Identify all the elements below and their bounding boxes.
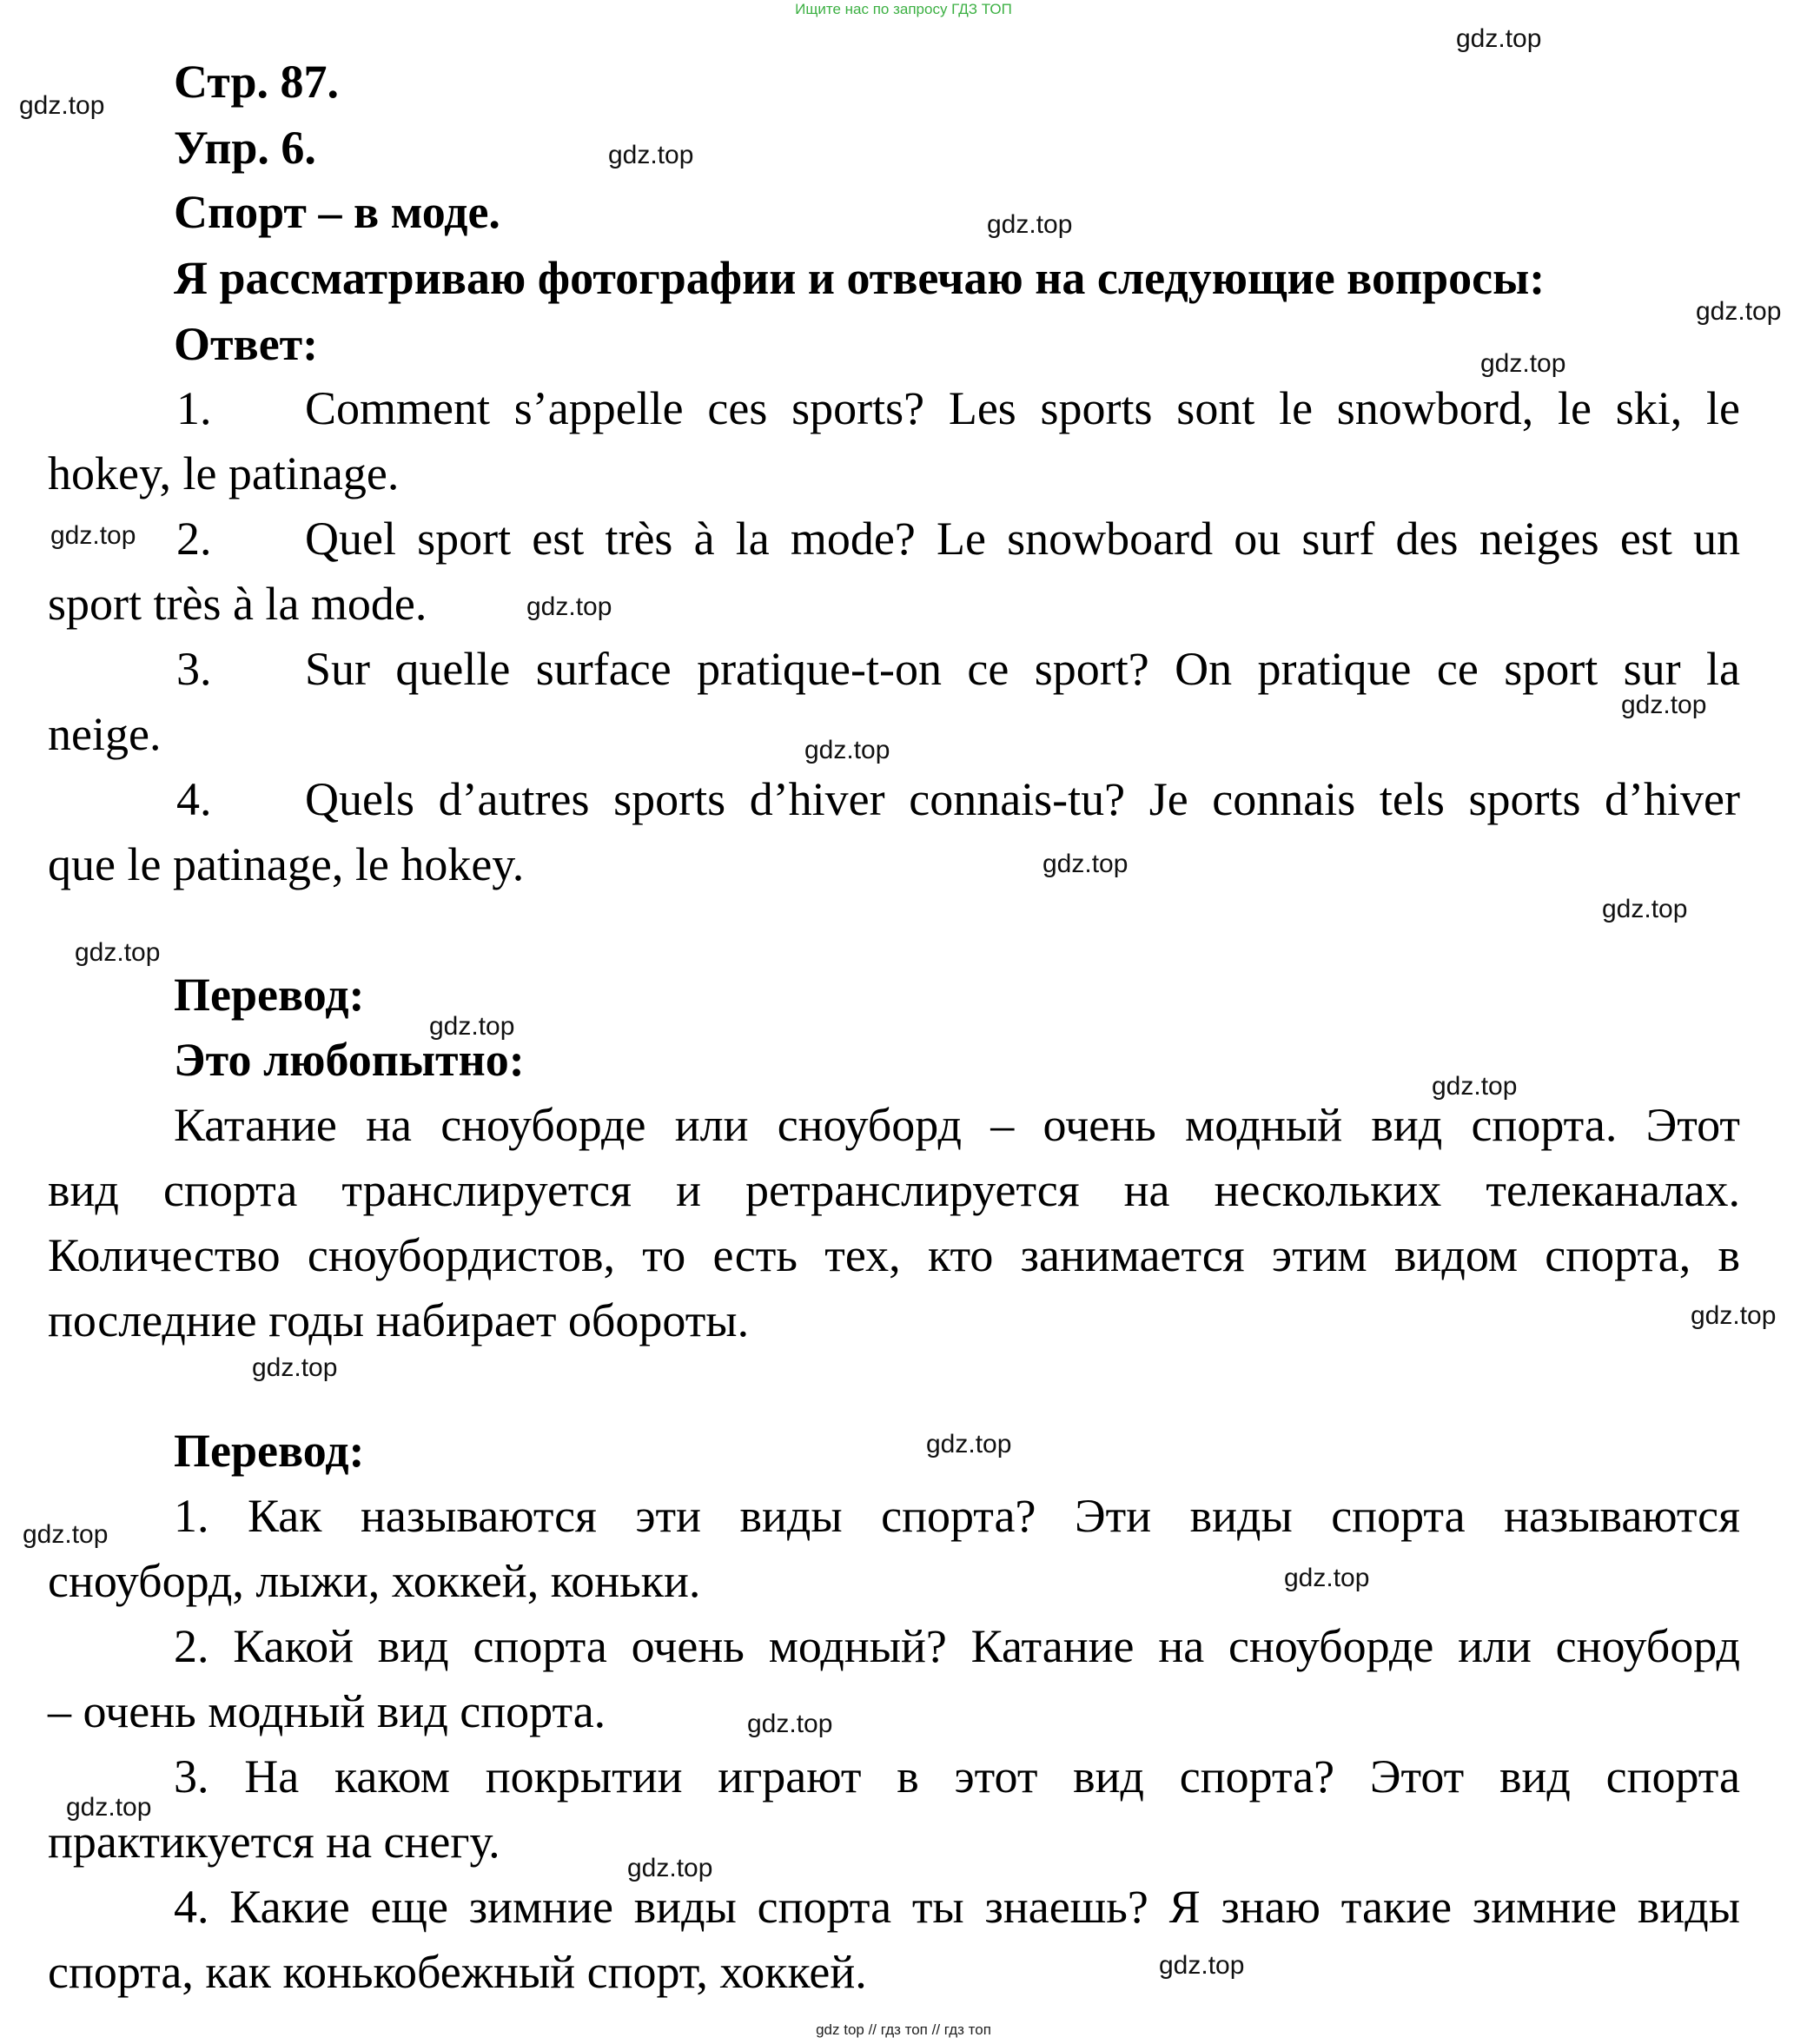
task-text: Я рассматриваю фотографии и отвечаю на следующие вопросы: — [174, 252, 1546, 304]
watermark: gdz.top — [19, 91, 105, 120]
answer-2-line-1 — [48, 513, 1740, 565]
answer-3-line-1 — [48, 643, 1740, 695]
watermark: gdz.top — [926, 1430, 1012, 1459]
answer-4-line-1 — [48, 773, 1740, 825]
answer-text: Comment s’appelle ces sports? Les sports sont le snowbord, le ski, le — [305, 382, 1740, 434]
translation-item-1-line-2: сноуборд, лыжи, хоккей, коньки. — [48, 1555, 701, 1607]
watermark: gdz.top — [23, 1520, 109, 1549]
watermark: gdz.top — [429, 1012, 515, 1041]
watermark: gdz.top — [1621, 691, 1707, 719]
watermark: gdz.top — [1432, 1072, 1518, 1101]
translation-item-2-line-2: – очень модный вид спорта. — [48, 1685, 606, 1737]
answer-3-line-2: neige. — [48, 708, 162, 760]
watermark: gdz.top — [608, 141, 694, 169]
translation-item-2-line-1: 2. Какой вид спорта очень модный? Катание на сноуборде или сноуборд — [174, 1620, 1740, 1672]
watermark: gdz.top — [627, 1854, 713, 1882]
watermark: gdz.top — [75, 938, 161, 967]
page-number: Стр. 87. — [174, 56, 340, 108]
exercise-number: Упр. 6. — [174, 122, 316, 174]
watermark: gdz.top — [1696, 297, 1782, 326]
watermark: gdz.top — [987, 210, 1073, 239]
answer-text: Quel sport est très à la mode? Le snowboard ou surf des neiges est un — [305, 513, 1740, 565]
translation-paragraph-line-3: Количество сноубордистов, то есть тех, кто занимается этим видом спорта, в — [48, 1229, 1740, 1281]
translation-paragraph-line-1: Катание на сноуборде или сноуборд – очень модный вид спорта. Этот — [174, 1099, 1740, 1151]
answer-4-line-2: que le patinage, le hokey. — [48, 838, 525, 890]
translation-item-1-line-1: 1. Как называются эти виды спорта? Эти виды спорта называются — [174, 1490, 1740, 1542]
translation-item-4-line-2: спорта, как конькобежный спорт, хоккей. — [48, 1946, 867, 1998]
answer-text: Sur quelle surface pratique-t-on ce sport? On pratique ce sport sur la — [305, 643, 1740, 695]
watermark: gdz.top — [1602, 895, 1688, 923]
watermark: gdz.top — [1284, 1564, 1370, 1592]
top-banner: Ищите нас по запросу ГДЗ ТОП — [795, 1, 1012, 17]
answer-label: Ответ: — [174, 318, 319, 370]
translation-label: Перевод: — [174, 969, 365, 1021]
translation-item-4-line-1: 4. Какие еще зимние виды спорта ты знаешь? Я знаю такие зимние виды — [174, 1881, 1740, 1933]
answer-1-line-1 — [48, 382, 1740, 434]
translation-item-3-line-2: практикуется на снегу. — [48, 1816, 500, 1868]
translation-paragraph-line-4: последние годы набирает обороты. — [48, 1294, 750, 1346]
answer-2-line-2: sport très à la mode. — [48, 578, 427, 630]
watermark: gdz.top — [1480, 349, 1566, 378]
answer-number: 3. — [176, 643, 212, 695]
watermark: gdz.top — [526, 592, 612, 621]
watermark: gdz.top — [66, 1793, 152, 1822]
answer-1-line-2: hokey, le patinage. — [48, 447, 400, 499]
watermark: gdz.top — [252, 1353, 338, 1382]
watermark: gdz.top — [1456, 24, 1542, 53]
watermark: gdz.top — [804, 736, 890, 764]
bottom-banner: gdz top // гдз топ // гдз топ — [816, 2021, 991, 2038]
exercise-title: Спорт – в моде. — [174, 186, 500, 238]
answer-number: 1. — [176, 382, 212, 434]
watermark: gdz.top — [50, 521, 136, 550]
translation-paragraph-line-2: вид спорта транслируется и ретранслируется на нескольких телеканалах. — [48, 1164, 1740, 1216]
translation-subtitle: Это любопытно: — [174, 1034, 525, 1086]
answer-text: Quels d’autres sports d’hiver connais-tu? Je connais tels sports d’hiver — [305, 773, 1740, 825]
watermark: gdz.top — [1042, 850, 1129, 878]
translation-2-label: Перевод: — [174, 1425, 365, 1477]
watermark: gdz.top — [1159, 1951, 1245, 1980]
answer-number: 2. — [176, 513, 212, 565]
watermark: gdz.top — [1691, 1301, 1777, 1330]
watermark: gdz.top — [747, 1710, 833, 1738]
translation-item-3-line-1: 3. На каком покрытии играют в этот вид спорта? Этот вид спорта — [174, 1750, 1740, 1803]
answer-number: 4. — [176, 773, 212, 825]
